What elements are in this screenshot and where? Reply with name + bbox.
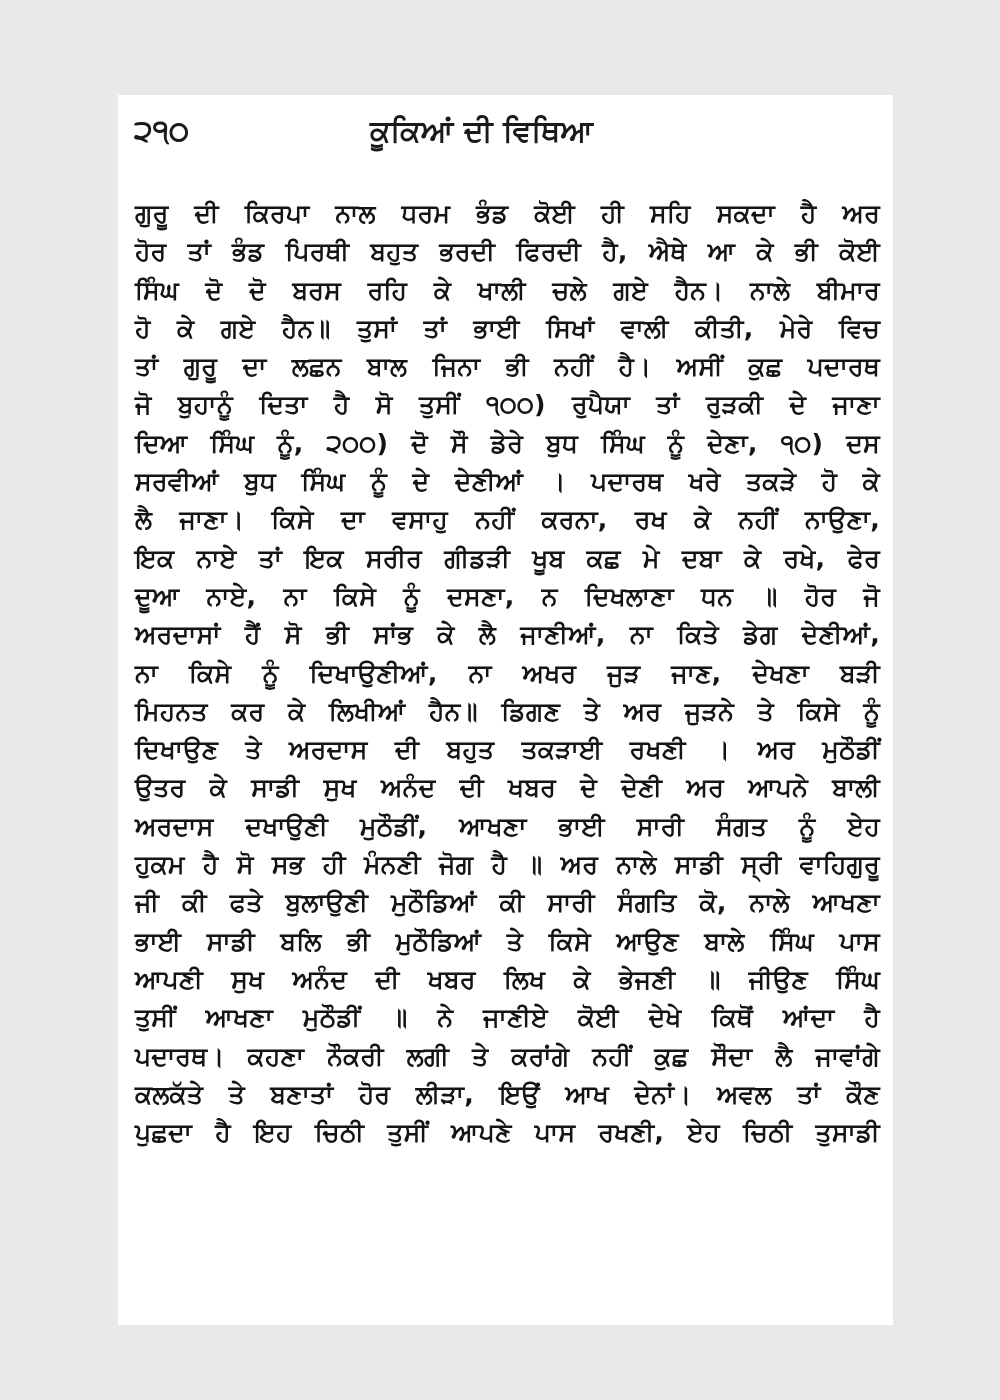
- text-line: ਜੋ ਬੁਹਾਨੂੰ ਦਿਤਾ ਹੈ ਸੋ ਤੁਸੀਂ ੧੦੦) ਰੁਪੈਯਾ ਤਾਂ ਰੁੜਕੀ ਦੇ ਜਾਣਾ: [135, 390, 880, 420]
- text-line: ਲੈ ਜਾਣਾ। ਕਿਸੇ ਦਾ ਵਸਾਹੁ ਨਹੀਂ ਕਰਨਾ, ਰਖ ਕੇ ਨਹੀਂ ਨਾਉਣਾ,: [135, 505, 880, 535]
- text-line: ਅਰਦਾਸਾਂ ਹੈਂ ਸੋ ਭੀ ਸਾਂਭ ਕੇ ਲੈ ਜਾਣੀਆਂ, ਨਾ ਕਿਤੇ ਡੇਗ ਦੇਣੀਆਂ,: [135, 620, 880, 650]
- running-title: ਕੂਕਿਆਂ ਦੀ ਵਿਥਿਆ: [370, 114, 593, 149]
- text-line: ਹੋ ਕੇ ਗਏ ਹੈਨ॥ ਤੁਸਾਂ ਤਾਂ ਭਾਈ ਸਿਖਾਂ ਵਾਲੀ ਕੀਤੀ, ਮੇਰੇ ਵਿਚ: [135, 313, 880, 343]
- body-text: [135, 195, 880, 1152]
- text-line: ਸਰਵੀਆਂ ਬੁਧ ਸਿੰਘ ਨੂੰ ਦੇ ਦੇਣੀਆਂ । ਪਦਾਰਥ ਖਰੇ ਤਕੜੇ ਹੋ ਕੇ: [135, 467, 880, 497]
- text-line: ਤੁਸੀਂ ਆਖਣਾ ਮੁਠੌਡੀਂ ॥ ਨੇ ਜਾਣੀਏ ਕੋਈ ਦੇਖੇ ਕਿਥੋਂ ਆਂਦਾ ਹੈ: [135, 1003, 880, 1033]
- text-line: ਜੀ ਕੀ ਫਤੇ ਬੁਲਾਉਣੀ ਮੁਠੌਡਿਆਂ ਕੀ ਸਾਰੀ ਸੰਗਤਿ ਕੋ, ਨਾਲੇ ਆਖਣਾ: [135, 888, 880, 918]
- text-line: ਅਰਦਾਸ ਦਖਾਉਣੀ ਮੁਠੌਡੀਂ, ਆਖਣਾ ਭਾਈ ਸਾਰੀ ਸੰਗਤ ਨੂੰ ਏਹ: [135, 811, 880, 841]
- text-line: ਦੂਆ ਨਾਏ, ਨਾ ਕਿਸੇ ਨੂੰ ਦਸਣਾ, ਨ ਦਿਖਲਾਣਾ ਧਨ ॥ ਹੋਰ ਜੋ: [135, 581, 880, 611]
- text-line: ਪੁਛਦਾ ਹੈ ਇਹ ਚਿਠੀ ਤੁਸੀਂ ਆਪਣੇ ਪਾਸ ਰਖਣੀ, ਏਹ ਚਿਠੀ ਤੁਸਾਡੀ: [135, 1118, 880, 1148]
- text-line: ਹੁਕਮ ਹੈ ਸੋ ਸਭ ਹੀ ਮੰਨਣੀ ਜੋਗ ਹੈ ॥ ਅਰ ਨਾਲੇ ਸਾਡੀ ਸ੍ਰੀ ਵਾਹਿਗੁਰੂ: [135, 850, 880, 880]
- text-line: ਉਤਰ ਕੇ ਸਾਡੀ ਸੁਖ ਅਨੰਦ ਦੀ ਖਬਰ ਦੇ ਦੇਣੀ ਅਰ ਆਪਨੇ ਬਾਲੀ: [135, 773, 880, 803]
- text-line: ਕਲਕੱਤੇ ਤੇ ਬਣਾਤਾਂ ਹੋਰ ਲੀੜਾ, ਇਉਂ ਆਖ ਦੇਨਾਂ। ਅਵਲ ਤਾਂ ਕੌਣ: [135, 1079, 880, 1109]
- text-line: ਸਿੰਘ ਦੋ ਦੋ ਬਰਸ ਰਹਿ ਕੇ ਖਾਲੀ ਚਲੇ ਗਏ ਹੈਨ। ਨਾਲੇ ਬੀਮਾਰ: [135, 275, 880, 305]
- text-line: ਗੁਰੂ ਦੀ ਕਿਰਪਾ ਨਾਲ ਧਰਮ ਭੰਡ ਕੋਈ ਹੀ ਸਹਿ ਸਕਦਾ ਹੈ ਅਰ: [135, 199, 880, 228]
- text-line: ਪਦਾਰਥ। ਕਹਣਾ ਨੌਕਰੀ ਲਗੀ ਤੇ ਕਰਾਂਗੇ ਨਹੀਂ ਕੁਛ ਸੌਦਾ ਲੈ ਜਾਵਾਂਗੇ: [135, 1041, 880, 1071]
- page-header: [120, 112, 890, 152]
- text-line: ਭਾਈ ਸਾਡੀ ਬਲਿ ਭੀ ਮੁਠੌਡਿਆਂ ਤੇ ਕਿਸੇ ਆਉਣ ਬਾਲੇ ਸਿੰਘ ਪਾਸ: [135, 926, 880, 956]
- text-line: ਇਕ ਨਾਏ ਤਾਂ ਇਕ ਸਰੀਰ ਗੀਡੜੀ ਖੂਬ ਕਛ ਮੇ ਦਬਾ ਕੇ ਰਖੇ, ਫੇਰ: [135, 543, 880, 573]
- text-line: ਹੋਰ ਤਾਂ ਭੰਡ ਪਿਰਥੀ ਬਹੁਤ ਭਰਦੀ ਫਿਰਦੀ ਹੈ, ਐਥੇ ਆ ਕੇ ਭੀ ਕੋਈ: [135, 237, 880, 267]
- page-number: ੨੧੦: [134, 114, 190, 149]
- text-line: ਨਾ ਕਿਸੇ ਨੂੰ ਦਿਖਾਉਣੀਆਂ, ਨਾ ਅਖਰ ਜੁੜ ਜਾਣ, ਦੇਖਣਾ ਬੜੀ: [135, 658, 880, 688]
- text-line: ਦਿਆ ਸਿੰਘ ਨੂੰ, ੨੦੦) ਦੋ ਸੌ ਡੇਰੇ ਬੁਧ ਸਿੰਘ ਨੂੰ ਦੇਣਾ, ੧੦) ਦਸ: [135, 428, 880, 458]
- text-line: ਦਿਖਾਉਣ ਤੇ ਅਰਦਾਸ ਦੀ ਬਹੁਤ ਤਕੜਾਈ ਰਖਣੀ । ਅਰ ਮੁਠੌਡੀਂ: [135, 735, 880, 765]
- text-line: ਆਪਣੀ ਸੁਖ ਅਨੰਦ ਦੀ ਖਬਰ ਲਿਖ ਕੇ ਭੇਜਣੀ ॥ ਜੀਉਣ ਸਿੰਘ: [135, 964, 880, 994]
- text-line: ਤਾਂ ਗੁਰੂ ਦਾ ਲਛਨ ਬਾਲ ਜਿਨਾ ਭੀ ਨਹੀਂ ਹੈ। ਅਸੀਂ ਕੁਛ ਪਦਾਰਥ: [135, 352, 880, 382]
- text-line: ਮਿਹਨਤ ਕਰ ਕੇ ਲਿਖੀਆਂ ਹੈਨ॥ ਡਿਗਣ ਤੇ ਅਰ ਜੁੜਨੇ ਤੇ ਕਿਸੇ ਨੂੰ: [135, 696, 880, 726]
